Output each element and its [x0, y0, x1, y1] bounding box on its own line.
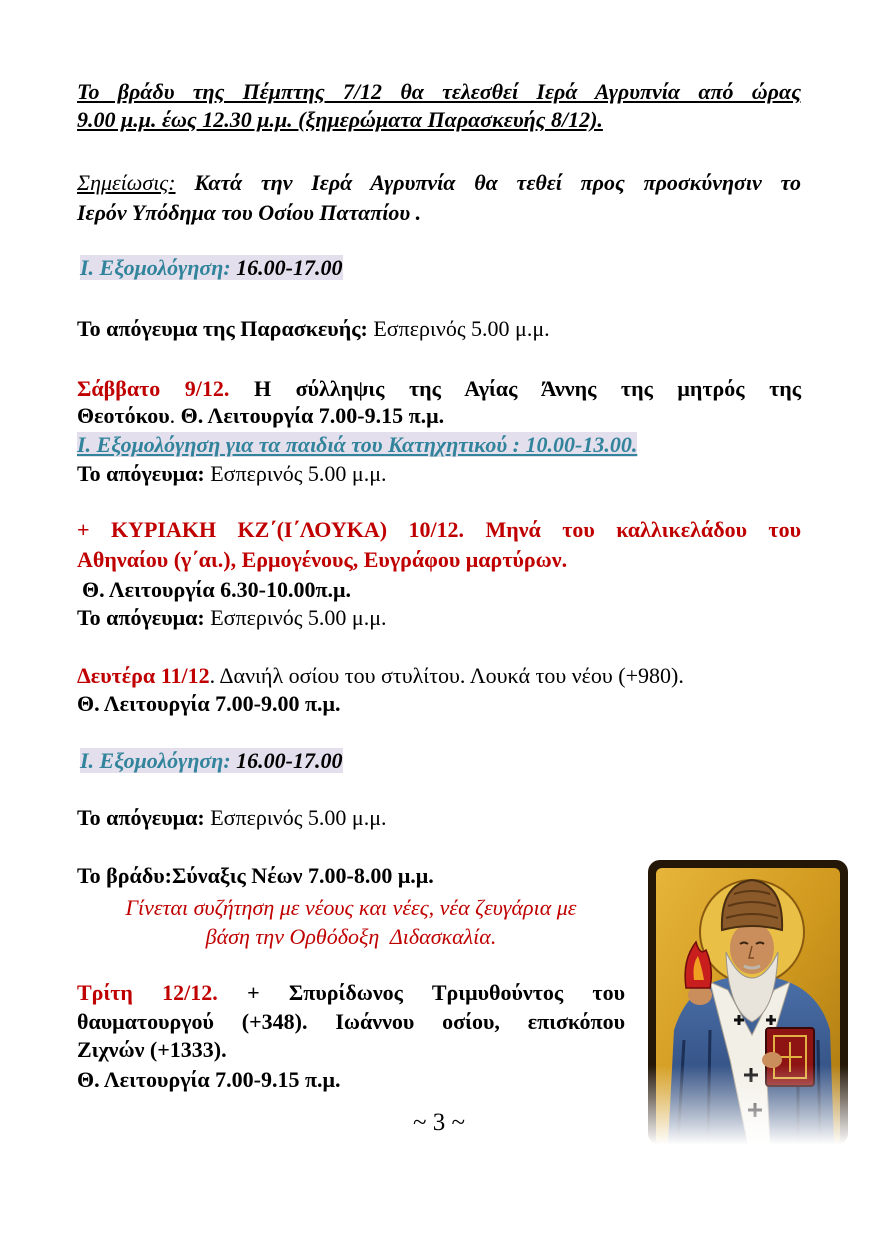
saturday-evening-label: Το απόγευμα:	[77, 461, 205, 486]
note-line-2: Ιερόν Υπόδημα του Οσίου Παταπίου .	[77, 200, 422, 225]
saturday-confession-line	[77, 431, 801, 459]
note-label: Σημείωσις:	[77, 170, 176, 195]
monday-date: Δευτέρα 11/12	[77, 663, 210, 688]
youth-label: Το βράδυ:Σύναξις Νέων 7.00-8.00 μ.μ.	[77, 863, 434, 888]
saturday-evening-text: Εσπερινός 5.00 μ.μ.	[210, 461, 387, 486]
confession-line-1	[80, 254, 804, 282]
tuesday-line-2: θαυματουργού (+348). Ιωάννου οσίου, επισκόπου	[77, 1009, 625, 1034]
sunday-liturgy: Θ. Λειτουργία 6.30-10.00π.μ.	[82, 577, 351, 602]
saturday-liturgy: Θ. Λειτουργία 7.00-9.15 π.μ.	[180, 403, 445, 428]
youth-desc-2: βάση την Ορθόδοξη Διδασκαλία.	[205, 924, 497, 949]
saturday-date: Σάββατο 9/12.	[77, 376, 230, 401]
monday-text: . Δανιήλ οσίου του στυλίτου. Λουκά του νέου (+980).	[209, 663, 684, 688]
saint-spyridon-icon	[648, 860, 848, 1145]
monday-liturgy: Θ. Λειτουργία 7.00-9.00 π.μ.	[77, 691, 341, 716]
monday-evening-line	[77, 804, 801, 832]
sunday-evening-text: Εσπερινός 5.00 μ.μ.	[210, 605, 387, 630]
saturday-line-1	[77, 375, 801, 403]
confession-label: Ι. Εξομολόγηση:	[80, 748, 231, 773]
confession-label: Ι. Εξομολόγηση:	[80, 255, 231, 280]
friday-evening-line	[77, 315, 801, 343]
tuesday-date: Τρίτη 12/12.	[77, 980, 218, 1005]
sunday-line-2: Αθηναίου (γ΄αι.), Ερμογένους, Ευγράφου μαρτύρων.	[77, 547, 568, 572]
confession-time: 16.00-17.00	[236, 255, 343, 280]
saturday-confession: Ι. Εξομολόγηση για τα παιδιά του Κατηχητικού : 10.00-13.00.	[77, 432, 638, 457]
friday-text: Εσπερινός 5.00 μ.μ.	[373, 316, 550, 341]
saint-icon-drawing	[648, 860, 848, 1145]
page-number: ~ 3 ~	[412, 1109, 466, 1136]
saturday-evening-line	[77, 460, 801, 488]
saturday-feast-2: Θεοτόκου	[77, 403, 170, 428]
saturday-feast-1: Η σύλληψις της Αγίας Άννης της μητρός της	[254, 376, 802, 401]
confession-line-2	[80, 747, 804, 775]
sunday-line-1: + ΚΥΡΙΑΚΗ ΚΖ΄(Ι΄ΛΟΥΚΑ) 10/12. Μηνά του καλλικελάδου του	[77, 517, 801, 542]
tuesday-line-3: Ζιχνών (+1333).	[77, 1037, 227, 1062]
note-line-1	[77, 169, 801, 197]
note-text-1: Κατά την Ιερά Αγρυπνία θα τεθεί προς προσκύνησιν το	[194, 170, 801, 195]
saturday-line-2	[77, 402, 801, 430]
confession-time: 16.00-17.00	[236, 748, 343, 773]
tuesday-line-1	[77, 979, 625, 1007]
sunday-evening-line	[77, 604, 801, 632]
monday-line-1	[77, 662, 801, 690]
tuesday-feast-1: + Σπυρίδωνος Τριμυθούντος του	[247, 980, 625, 1005]
vigil-line-1: Το βράδυ της Πέμπτης 7/12 θα τελεσθεί Ιερά Αγρυπνία από ώρας	[77, 79, 801, 104]
friday-label: Το απόγευμα της Παρασκευής:	[77, 316, 368, 341]
sunday-evening-label: Το απόγευμα:	[77, 605, 205, 630]
saturday-sep: .	[169, 403, 176, 428]
tuesday-liturgy: Θ. Λειτουργία 7.00-9.15 π.μ.	[77, 1067, 341, 1092]
vigil-line-2: 9.00 μ.μ. έως 12.30 μ.μ. (ξημερώματα Παρασκευής 8/12).	[77, 107, 603, 132]
monday-evening-text: Εσπερινός 5.00 μ.μ.	[210, 805, 387, 830]
monday-evening-label: Το απόγευμα:	[77, 805, 205, 830]
youth-desc-1: Γίνεται συζήτηση με νέους και νέες, νέα ζευγάρια με	[125, 895, 577, 920]
